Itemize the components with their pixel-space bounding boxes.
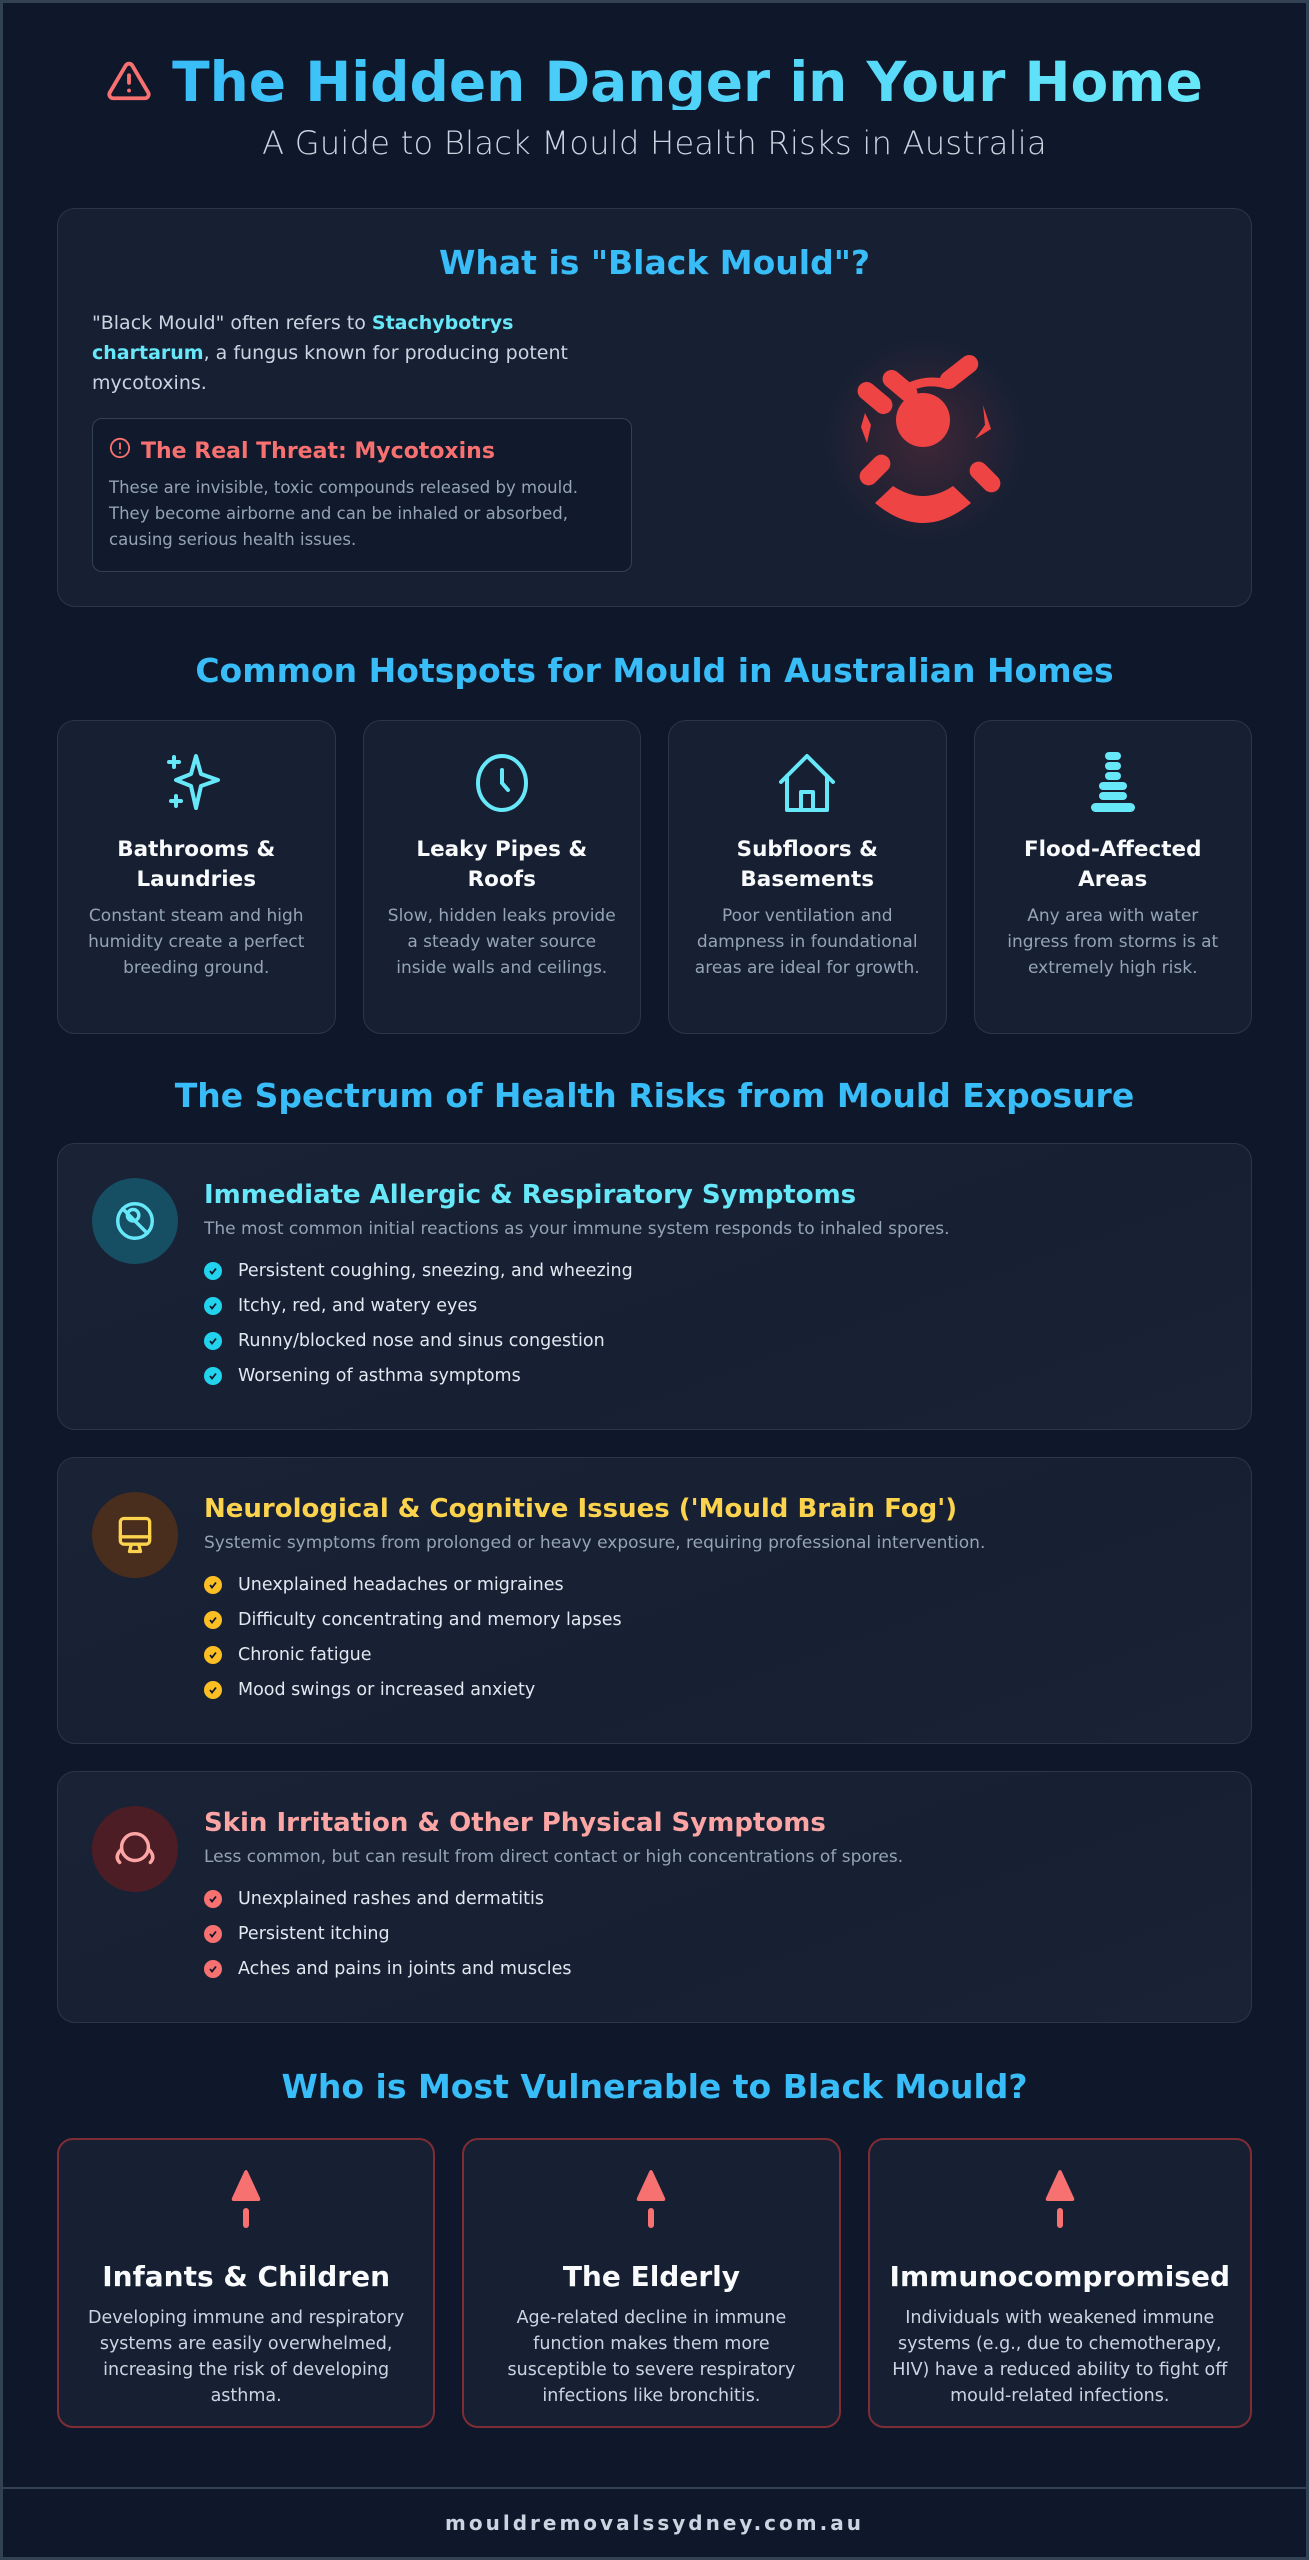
intro-text: "Black Mould" often refers to	[92, 312, 372, 334]
symptom-text: Worsening of asthma symptoms	[238, 1365, 521, 1386]
hotspot-card	[974, 720, 1253, 1034]
stacked-layers-icon	[995, 751, 1232, 815]
check-circle-icon	[204, 1262, 222, 1280]
symptom-text: Chronic fatigue	[238, 1644, 372, 1665]
check-circle-icon	[204, 1611, 222, 1629]
hotspot-card	[57, 720, 336, 1034]
page-subtitle: A Guide to Black Mould Health Risks in Australia	[262, 124, 1047, 162]
risk-card-respiratory	[57, 1143, 1252, 1430]
vulnerable-desc: Individuals with weakened immune systems (e.g., due to chemotherapy, HIV) have a reduced ability to fight off mould-related infections.	[892, 2308, 1228, 2406]
list-item	[204, 1672, 985, 1707]
intro-text-end: , a fungus known for producing potent mycotoxins.	[92, 342, 568, 394]
list-item	[204, 1253, 949, 1288]
risk-card-skin	[57, 1771, 1252, 2023]
what-is-intro	[92, 308, 632, 398]
check-circle-icon	[204, 1681, 222, 1699]
list-item	[204, 1916, 903, 1951]
check-circle-icon	[204, 1576, 222, 1594]
spectrum-heading: The Spectrum of Health Risks from Mould Exposure	[174, 1076, 1135, 1115]
hotspot-desc: Constant steam and high humidity create a perfect breeding ground.	[88, 906, 305, 978]
alert-circle-icon	[109, 437, 131, 465]
symptom-text: Persistent itching	[238, 1923, 390, 1944]
list-item	[204, 1637, 985, 1672]
hotspot-title: Flood-Affected Areas	[1023, 837, 1202, 892]
check-circle-icon	[204, 1332, 222, 1350]
threat-text: These are invisible, toxic compounds released by mould. They become airborne and can be inhaled or absorbed, causing serious health issues.	[109, 478, 578, 549]
check-circle-icon	[204, 1960, 222, 1978]
list-item	[204, 1358, 949, 1393]
up-arrow-icon	[1043, 2215, 1077, 2234]
hotspot-card	[363, 720, 642, 1034]
up-arrow-icon	[229, 2215, 263, 2234]
list-item	[204, 1881, 903, 1916]
risk-title: Immediate Allergic & Respiratory Symptoms	[204, 1180, 857, 1210]
symptom-list	[204, 1881, 903, 1986]
biohazard-icon	[835, 333, 1015, 537]
risk-title: Neurological & Cognitive Issues ('Mould Brain Fog')	[204, 1494, 958, 1524]
check-circle-icon	[204, 1367, 222, 1385]
check-circle-icon	[204, 1925, 222, 1943]
what-is-section	[57, 208, 1252, 607]
threat-title: The Real Threat: Mycotoxins	[141, 438, 495, 464]
hotspot-card	[668, 720, 947, 1034]
hotspot-desc: Any area with water ingress from storms is at extremely high risk.	[1007, 906, 1219, 978]
hotspot-title: Subfloors & Basements	[736, 837, 878, 892]
threat-callout	[92, 418, 632, 572]
hotspots-grid	[57, 720, 1252, 1034]
up-arrow-icon	[634, 2215, 668, 2234]
vulnerable-desc: Age-related decline in immune function makes them more susceptible to severe respiratory infections like bronchitis.	[507, 2308, 796, 2406]
sparkles-icon	[78, 751, 315, 815]
hotspot-title: Leaky Pipes & Roofs	[416, 837, 588, 892]
symptom-text: Persistent coughing, sneezing, and wheezing	[238, 1260, 633, 1281]
vulnerable-card	[57, 2138, 435, 2428]
skin-head-icon	[92, 1806, 178, 1892]
vulnerable-grid	[57, 2138, 1252, 2428]
lungs-blocked-icon	[92, 1178, 178, 1264]
check-circle-icon	[204, 1297, 222, 1315]
symptom-text: Aches and pains in joints and muscles	[238, 1958, 572, 1979]
symptom-text: Runny/blocked nose and sinus congestion	[238, 1330, 605, 1351]
vulnerable-desc: Developing immune and respiratory systems are easily overwhelmed, increasing the risk of developing asthma.	[87, 2308, 405, 2406]
symptom-text: Unexplained rashes and dermatitis	[238, 1888, 544, 1909]
species-name: Stachybotrys chartarum	[92, 312, 514, 364]
vulnerable-card	[868, 2138, 1252, 2428]
symptom-text: Itchy, red, and watery eyes	[238, 1295, 478, 1316]
list-item	[204, 1323, 949, 1358]
symptom-text: Unexplained headaches or migraines	[238, 1574, 564, 1595]
monitor-icon	[92, 1492, 178, 1578]
hotspot-desc: Slow, hidden leaks provide a steady water source inside walls and ceilings.	[387, 906, 616, 978]
risk-subtitle: The most common initial reactions as your immune system responds to inhaled spores.	[204, 1219, 950, 1239]
risk-card-neurological	[57, 1457, 1252, 1744]
check-circle-icon	[204, 1646, 222, 1664]
website-link[interactable]: mouldremovalssydney.com.au	[445, 2511, 864, 2535]
list-item	[204, 1602, 985, 1637]
page-title: The Hidden Danger in Your Home	[172, 50, 1203, 114]
risk-subtitle: Systemic symptoms from prolonged or heavy exposure, requiring professional intervention.	[204, 1533, 986, 1553]
warning-triangle-icon	[106, 58, 152, 108]
clock-icon	[384, 751, 621, 815]
check-circle-icon	[204, 1890, 222, 1908]
hotspot-title: Bathrooms & Laundries	[117, 837, 276, 892]
house-icon	[689, 751, 926, 815]
hotspots-heading: Common Hotspots for Mould in Australian Homes	[195, 651, 1114, 690]
vulnerable-heading: Who is Most Vulnerable to Black Mould?	[281, 2067, 1028, 2106]
vulnerable-title: Immunocompromised	[889, 2260, 1230, 2293]
symptom-list	[204, 1567, 985, 1707]
list-item	[204, 1567, 985, 1602]
page-header	[57, 3, 1252, 162]
vulnerable-title: The Elderly	[562, 2260, 740, 2293]
vulnerable-card	[462, 2138, 840, 2428]
risk-title: Skin Irritation & Other Physical Symptoms	[204, 1808, 826, 1838]
symptom-text: Mood swings or increased anxiety	[238, 1679, 536, 1700]
hotspot-desc: Poor ventilation and dampness in foundational areas are ideal for growth.	[694, 906, 920, 978]
list-item	[204, 1951, 903, 1986]
symptom-list	[204, 1253, 949, 1393]
vulnerable-title: Infants & Children	[102, 2260, 391, 2293]
footer	[3, 2487, 1306, 2557]
what-is-heading: What is "Black Mould"?	[438, 243, 871, 282]
risk-subtitle: Less common, but can result from direct contact or high concentrations of spores.	[204, 1847, 904, 1867]
symptom-text: Difficulty concentrating and memory lapses	[238, 1609, 622, 1630]
list-item	[204, 1288, 949, 1323]
